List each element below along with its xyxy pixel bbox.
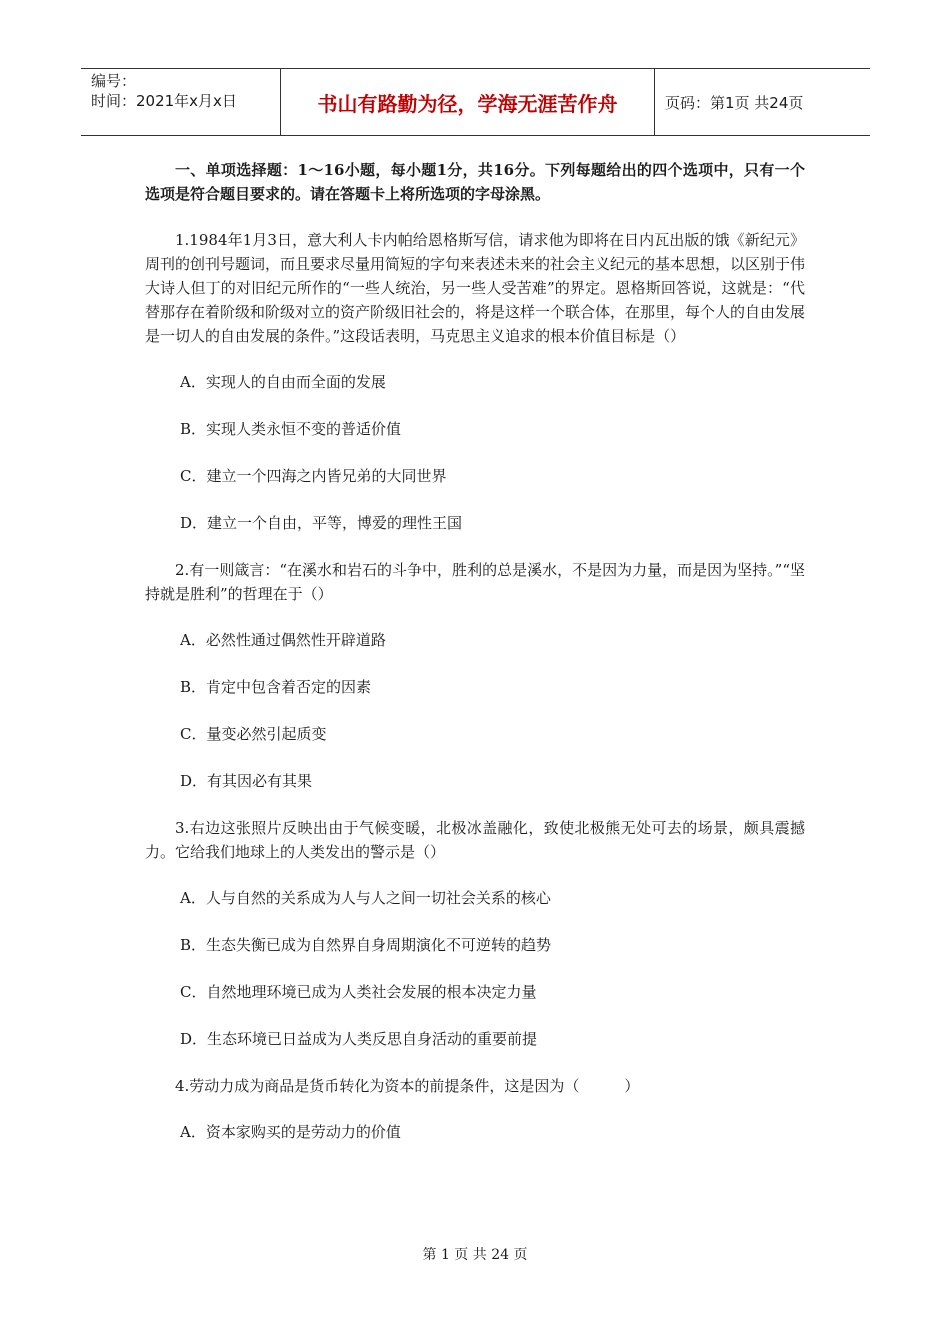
question-1-option-b: B．实现人类永恒不变的普适价值 <box>180 420 402 438</box>
question-3-option-a: A．人与自然的关系成为人与人之间一切社会关系的核心 <box>180 889 551 907</box>
question-4-option-a: A．资本家购买的是劳动力的价值 <box>180 1123 401 1141</box>
question-2-option-b: B．肯定中包含着否定的因素 <box>180 678 372 696</box>
date-label: 时间：2021年x月x日 <box>91 92 237 110</box>
question-1-option-d: D．建立一个自由，平等，博爱的理性王国 <box>180 514 463 532</box>
header-page-info: 页码：第1页 共24页 <box>665 93 804 112</box>
code-label: 编号： <box>91 72 137 90</box>
question-4-stem: 4.劳动力成为商品是货币转化为资本的前提条件，这是因为（ ） <box>175 1077 640 1095</box>
question-2-option-a: A．必然性通过偶然性开辟道路 <box>180 631 386 649</box>
question-3-option-c: C．自然地理环境已成为人类社会发展的根本决定力量 <box>180 983 537 1001</box>
question-3-stem: 3.右边这张照片反映出由于气候变暖，北极冰盖融化，致使北极熊无处可去的场景，颇具震撼力。它给我们地球上的人类发出的警示是（） <box>145 819 805 861</box>
question-3-option-d: D．生态环境已日益成为人类反思自身活动的重要前提 <box>180 1030 538 1048</box>
question-2-stem: 2.有一则箴言：“在溪水和岩石的斗争中，胜利的总是溪水，不是因为力量，而是因为坚持。”“坚持就是胜利”的哲理在于（） <box>145 561 805 603</box>
page-footer: 第 1 页 共 24 页 <box>422 1247 528 1263</box>
header-motto: 书山有路勤为径，学海无涯苦作舟 <box>281 69 655 135</box>
header-meta <box>81 69 281 135</box>
question-2-option-c: C．量变必然引起质变 <box>180 725 327 743</box>
question-1-stem: 1.1984年1月3日，意大利人卡内帕给恩格斯写信，请求他为即将在日内瓦出版的饿《新纪元》周刊的创刊号题词，而且要求尽量用简短的字句来表述未来的社会主义纪元的基本思想，以区别于伟大诗人但丁的对旧纪元所作的“一些人统治，另一些人受苦难”的界定。恩格斯回答说，这就是：“代替那存在着阶级和阶级对立的资产阶级旧社会的，将是这样一个联合体，在那里，每个人的自由发展是一切人的自由发展的条件。”这段话表明，马克思主义追求的根本价值目标是（） <box>145 231 806 345</box>
question-1-option-c: C．建立一个四海之内皆兄弟的大同世界 <box>180 467 447 485</box>
page-header <box>81 68 870 136</box>
question-2-option-d: D．有其因必有其果 <box>180 772 313 790</box>
document-body <box>145 158 805 1167</box>
question-1-option-a: A．实现人的自由而全面的发展 <box>180 373 386 391</box>
section-title: 一、单项选择题：1～16小题，每小题1分，共16分。下列每题给出的四个选项中，只有一个选项是符合题目要求的。请在答题卡上将所选项的字母涂黑。 <box>145 161 805 203</box>
question-3-option-b: B．生态失衡已成为自然界自身周期演化不可逆转的趋势 <box>180 936 552 954</box>
